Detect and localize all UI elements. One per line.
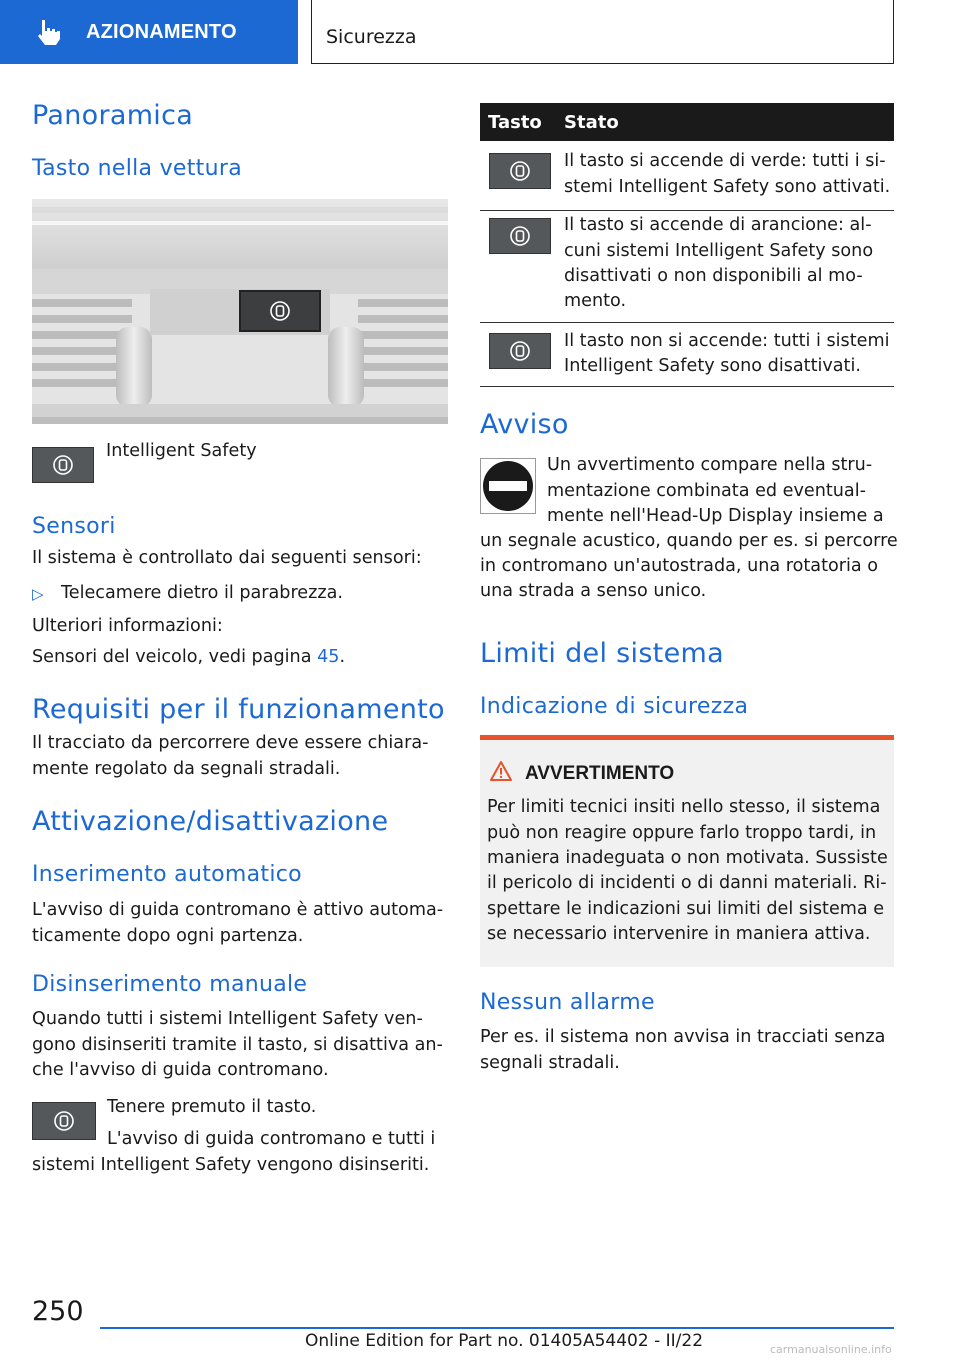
warning-triangle-icon	[489, 760, 513, 782]
table-row-2-line-4: mento.	[564, 291, 627, 311]
disinserimento-line-2: gono disinseriti tramite il tasto, si disattiva an-	[32, 1035, 443, 1055]
heading-panoramica: Panoramica	[32, 100, 194, 131]
table-row-3-line-1: Il tasto non si accende: tutti i sistemi	[564, 331, 890, 351]
bullet-marker: ▷	[32, 585, 44, 603]
car-shield-icon	[509, 225, 531, 247]
table-row-1-line-1: Il tasto si accende di verde: tutti i si-	[564, 151, 886, 171]
avviso-line-4: un segnale acustico, quando per es. si percorre	[480, 531, 898, 551]
intelligent-safety-button-icon-2	[32, 1102, 96, 1140]
ulteriori-info: Ulteriori informazioni:	[32, 616, 223, 636]
section-title: AZIONAMENTO	[86, 20, 237, 43]
sensori-reference	[32, 645, 345, 671]
button-caption: Intelligent Safety	[106, 441, 257, 461]
table-row-2-line-3: disattivati o non disponibili al mo-	[564, 266, 863, 286]
inserimento-line-2: ticamente dopo ogni partenza.	[32, 926, 304, 946]
edition-text: Online Edition for Part no. 01405A54402 - II/22	[305, 1331, 704, 1351]
table-row-2-line-2: cuni sistemi Intelligent Safety sono	[564, 241, 874, 261]
requisiti-line-2: mente regolato da segnali stradali.	[32, 759, 341, 779]
car-shield-icon	[53, 1110, 75, 1132]
avviso-line-5: in contromano un'autostrada, una rotatoria o	[480, 556, 878, 576]
section-tab	[0, 0, 298, 64]
heading-requisiti: Requisiti per il funzionamento	[32, 694, 445, 725]
sensori-bullet: Telecamere dietro il parabrezza.	[61, 583, 343, 603]
footer-rule	[100, 1327, 894, 1329]
topic-tab	[311, 0, 894, 64]
page-number: 250	[32, 1296, 84, 1327]
reference-end: .	[339, 647, 346, 667]
warning-title: AVVERTIMENTO	[525, 763, 675, 784]
avviso-line-3: mente nell'Head-Up Display insieme a	[547, 506, 884, 526]
lavviso-line-2: sistemi Intelligent Safety vengono disinseriti.	[32, 1155, 430, 1175]
table-row-divider	[480, 210, 894, 211]
dashboard-photo	[32, 199, 448, 424]
car-shield-icon	[509, 160, 531, 182]
button-off-state-icon	[489, 333, 551, 369]
avviso-line-6: una strada a senso unico.	[480, 581, 707, 601]
tenere-premuto: Tenere premuto il tasto.	[107, 1097, 317, 1117]
col-stato: Stato	[564, 112, 619, 133]
car-shield-icon	[509, 340, 531, 362]
inserimento-line-1: L'avviso di guida contromano è attivo automa-	[32, 900, 444, 920]
intelligent-safety-button-icon	[32, 447, 94, 483]
no-entry-sign-icon	[480, 458, 536, 514]
requisiti-line-1: Il tracciato da percorrere deve essere chiara-	[32, 733, 429, 753]
heading-limiti: Limiti del sistema	[480, 638, 724, 669]
reference-text: Sensori del veicolo, vedi pagina	[32, 647, 318, 667]
button-orange-state-icon	[489, 218, 551, 254]
lavviso-line-1: L'avviso di guida contromano e tutti i	[107, 1129, 436, 1149]
nessun-line-2: segnali stradali.	[480, 1053, 620, 1073]
warning-line-3: maniera inadeguata o non motivata. Sussiste	[487, 848, 888, 868]
hand-pointer-icon	[34, 17, 64, 47]
heading-nessun-allarme: Nessun allarme	[480, 990, 655, 1015]
warning-line-1: Per limiti tecnici insiti nello stesso, il sistema	[487, 797, 881, 817]
heading-avviso: Avviso	[480, 409, 569, 440]
heading-indicazione: Indicazione di sicurezza	[480, 694, 749, 719]
disinserimento-line-3: che l'avviso di guida contromano.	[32, 1060, 329, 1080]
table-row-3-line-2: Intelligent Safety sono disattivati.	[564, 356, 861, 376]
topic-title: Sicurezza	[326, 26, 417, 48]
table-header	[480, 103, 894, 141]
avviso-line-2: mentazione combinata ed eventual-	[547, 481, 866, 501]
watermark: carmanualsonline.info	[770, 1343, 892, 1356]
heading-inserimento: Inserimento automatico	[32, 862, 302, 887]
heading-disinserimento: Disinserimento manuale	[32, 972, 308, 997]
page-link-45[interactable]: 45	[317, 647, 340, 667]
car-shield-icon	[52, 454, 74, 476]
warning-line-5: spettare le indicazioni sui limiti del sistema e	[487, 899, 885, 919]
table-row-divider	[480, 322, 894, 323]
nessun-line-1: Per es. il sistema non avvisa in tracciati senza	[480, 1027, 886, 1047]
button-green-state-icon	[489, 153, 551, 189]
disinserimento-line-1: Quando tutti i sistemi Intelligent Safety ven-	[32, 1009, 423, 1029]
table-row-1-line-2: stemi Intelligent Safety sono attivati.	[564, 177, 891, 197]
heading-sensori: Sensori	[32, 514, 116, 539]
table-bottom-line	[480, 386, 894, 387]
warning-line-4: il pericolo di incidenti o di danni materiali. Ri-	[487, 873, 887, 893]
heading-tasto-nella-vettura: Tasto nella vettura	[32, 156, 242, 181]
sensori-text: Il sistema è controllato dai seguenti sensori:	[32, 548, 422, 568]
table-row-2-line-1: Il tasto si accende di arancione: al-	[564, 215, 872, 235]
heading-attivazione: Attivazione/disattivazione	[32, 806, 389, 837]
col-tasto: Tasto	[488, 112, 542, 133]
warning-line-6: se necessario intervenire in maniera attiva.	[487, 924, 871, 944]
warning-line-2: può non reagire oppure farlo troppo tardi, in	[487, 823, 877, 843]
avviso-line-1: Un avvertimento compare nella stru-	[547, 455, 873, 475]
